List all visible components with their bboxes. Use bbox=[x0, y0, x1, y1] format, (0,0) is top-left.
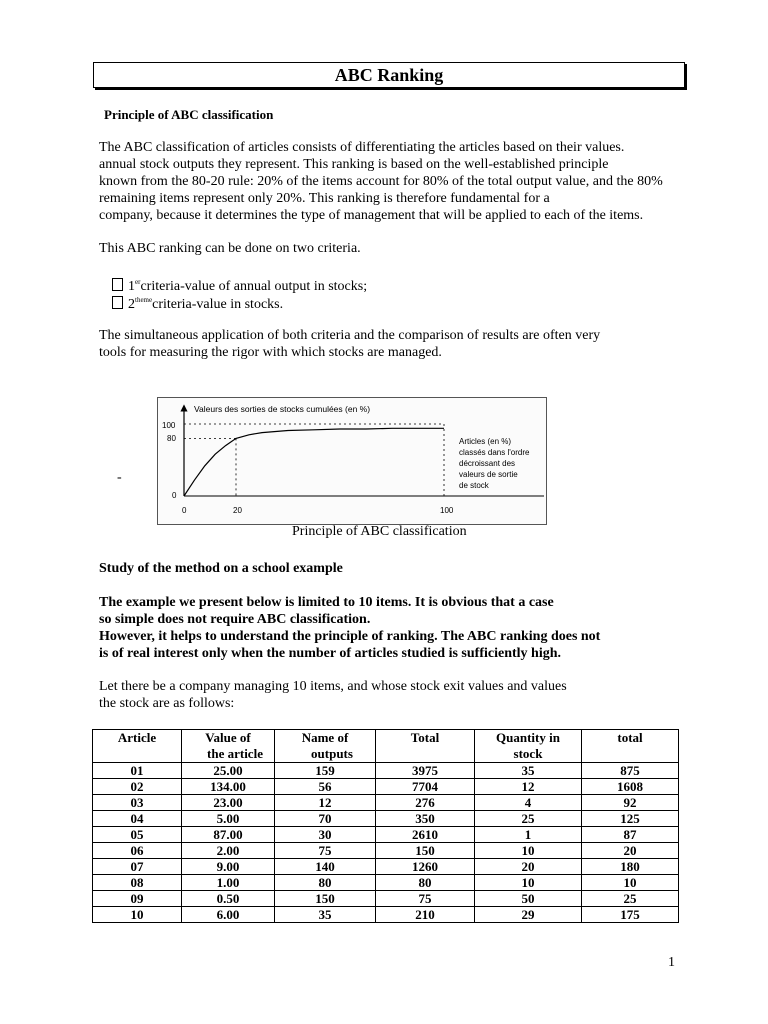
table-cell: 9.00 bbox=[182, 859, 275, 875]
paragraph-line: known from the 80-20 rule: 20% of the items account for 80% of the total output value, and the 80% bbox=[99, 174, 663, 189]
table-cell: 3975 bbox=[376, 763, 475, 779]
intro-paragraph bbox=[99, 139, 663, 224]
paragraph-line: annual stock outputs they represent. This ranking is based on the well-established principle bbox=[99, 157, 609, 172]
table-cell: 2610 bbox=[376, 827, 475, 843]
column-header: total bbox=[582, 730, 679, 763]
figure-caption: Principle of ABC classification bbox=[292, 524, 467, 539]
side-mark: - bbox=[117, 470, 122, 485]
table-cell: 56 bbox=[275, 779, 376, 795]
table-cell: 35 bbox=[275, 907, 376, 923]
paragraph-line: The example we present below is limited to 10 items. It is obvious that a case bbox=[99, 595, 554, 610]
table-cell: 02 bbox=[93, 779, 182, 795]
table-row bbox=[93, 843, 679, 859]
table-cell: 10 bbox=[93, 907, 182, 923]
table-cell: 2.00 bbox=[182, 843, 275, 859]
paragraph-line: The ABC classification of articles consists of differentiating the articles based on their values. bbox=[99, 140, 625, 155]
cumulative-curve bbox=[184, 428, 444, 496]
y-axis-label: Valeurs des sorties de stocks cumulées (en %) bbox=[194, 404, 371, 414]
table-cell: 150 bbox=[376, 843, 475, 859]
section-subheading: Principle of ABC classification bbox=[104, 107, 274, 122]
table-intro bbox=[99, 678, 567, 712]
table-cell: 09 bbox=[93, 891, 182, 907]
table-cell: 1608 bbox=[582, 779, 679, 795]
table-cell: 10 bbox=[582, 875, 679, 891]
table-cell: 276 bbox=[376, 795, 475, 811]
table-row bbox=[93, 779, 679, 795]
column-header: Total bbox=[376, 730, 475, 763]
abc-chart-svg bbox=[158, 398, 546, 524]
bullet-item: 1ercriteria-value of annual output in stocks; bbox=[112, 274, 367, 295]
table-cell: 12 bbox=[475, 779, 582, 795]
table-cell: 350 bbox=[376, 811, 475, 827]
table-cell: 10 bbox=[475, 875, 582, 891]
column-header: Article bbox=[93, 730, 182, 763]
table-cell: 180 bbox=[582, 859, 679, 875]
table-cell: 150 bbox=[275, 891, 376, 907]
x-axis-label-line: décroissant des bbox=[459, 459, 516, 468]
table-row bbox=[93, 763, 679, 779]
table-cell: 30 bbox=[275, 827, 376, 843]
stock-table bbox=[92, 729, 679, 923]
table-cell: 87 bbox=[582, 827, 679, 843]
table-cell: 159 bbox=[275, 763, 376, 779]
bullet-item: $2^{theme}criteria$-value in stocks. bbox=[112, 292, 283, 313]
table-cell: 140 bbox=[275, 859, 376, 875]
table-cell: 50 bbox=[475, 891, 582, 907]
table-row bbox=[93, 827, 679, 843]
table-cell: 80 bbox=[376, 875, 475, 891]
table-cell: 4 bbox=[475, 795, 582, 811]
column-header: Quantity in stock bbox=[475, 730, 582, 763]
paragraph-line: company, because it determines the type of management that will be applied to each of the items. bbox=[99, 208, 644, 223]
table-cell: 5.00 bbox=[182, 811, 275, 827]
paragraph-line: remaining items represent only 20%. This ranking is therefore fundamental for a bbox=[99, 191, 550, 206]
table-cell: 1.00 bbox=[182, 875, 275, 891]
table-row bbox=[93, 875, 679, 891]
table-cell: 1 bbox=[475, 827, 582, 843]
table-cell: 29 bbox=[475, 907, 582, 923]
table-cell: 23.00 bbox=[182, 795, 275, 811]
table-row bbox=[93, 811, 679, 827]
table-cell: 134.00 bbox=[182, 779, 275, 795]
table-cell: 1260 bbox=[376, 859, 475, 875]
x-axis-label-line: valeurs de sortie bbox=[459, 470, 518, 479]
checkbox-glyph-icon bbox=[112, 296, 123, 309]
table-cell: 05 bbox=[93, 827, 182, 843]
y-tick-label: 100 bbox=[162, 421, 176, 430]
paragraph-line: However, it helps to understand the principle of ranking. The ABC ranking does not bbox=[99, 629, 601, 644]
paragraph-line: The simultaneous application of both criteria and the comparison of results are often very bbox=[99, 328, 601, 343]
table-row bbox=[93, 795, 679, 811]
criteria-intro: This ABC ranking can be done on two criteria. bbox=[99, 241, 361, 256]
paragraph-line: the stock are as follows: bbox=[99, 696, 235, 711]
example-paragraph bbox=[99, 594, 600, 662]
paragraph-line: so simple does not require ABC classification. bbox=[99, 612, 371, 627]
table-cell: 25 bbox=[582, 891, 679, 907]
column-header: Value of the article bbox=[182, 730, 275, 763]
table-cell: 175 bbox=[582, 907, 679, 923]
table-cell: 75 bbox=[376, 891, 475, 907]
table-cell: 25.00 bbox=[182, 763, 275, 779]
table-row bbox=[93, 907, 679, 923]
paragraph-line: Let there be a company managing 10 items, and whose stock exit values and values bbox=[99, 679, 567, 694]
x-tick-label: 100 bbox=[440, 506, 454, 515]
table-cell: 87.00 bbox=[182, 827, 275, 843]
x-tick-label: 20 bbox=[233, 506, 242, 515]
abc-chart bbox=[157, 397, 547, 525]
table-cell: 35 bbox=[475, 763, 582, 779]
table-cell: 20 bbox=[475, 859, 582, 875]
x-tick-label: 0 bbox=[182, 506, 187, 515]
page-title: ABC Ranking bbox=[93, 62, 685, 88]
table-cell: 875 bbox=[582, 763, 679, 779]
table-cell: 20 bbox=[582, 843, 679, 859]
y-tick-label: 0 bbox=[172, 491, 177, 500]
table-cell: 0.50 bbox=[182, 891, 275, 907]
table-cell: 92 bbox=[582, 795, 679, 811]
table-cell: 01 bbox=[93, 763, 182, 779]
table-cell: 7704 bbox=[376, 779, 475, 795]
paragraph-line: is of real interest only when the number of articles studied is sufficiently high. bbox=[99, 646, 561, 661]
checkbox-glyph-icon bbox=[112, 278, 123, 291]
table-cell: 10 bbox=[475, 843, 582, 859]
study-heading: Study of the method on a school example bbox=[99, 561, 343, 576]
table-cell: 25 bbox=[475, 811, 582, 827]
y-tick-label: 80 bbox=[167, 434, 176, 443]
page-number: 1 bbox=[668, 955, 675, 970]
x-axis-label-line: de stock bbox=[459, 481, 489, 490]
table-row bbox=[93, 859, 679, 875]
table-header-row bbox=[93, 730, 679, 763]
table-cell: 125 bbox=[582, 811, 679, 827]
table-cell: 06 bbox=[93, 843, 182, 859]
table-cell: 07 bbox=[93, 859, 182, 875]
rigor-paragraph bbox=[99, 327, 600, 361]
table-cell: 70 bbox=[275, 811, 376, 827]
table-cell: 75 bbox=[275, 843, 376, 859]
table-cell: 04 bbox=[93, 811, 182, 827]
table-cell: 08 bbox=[93, 875, 182, 891]
table-cell: 80 bbox=[275, 875, 376, 891]
table-cell: 210 bbox=[376, 907, 475, 923]
table-cell: 12 bbox=[275, 795, 376, 811]
paragraph-line: tools for measuring the rigor with which stocks are managed. bbox=[99, 345, 442, 360]
x-axis-label-line: Articles (en %) bbox=[459, 437, 512, 446]
table-row bbox=[93, 891, 679, 907]
x-axis-label-line: classés dans l'ordre bbox=[459, 448, 530, 457]
table-cell: 03 bbox=[93, 795, 182, 811]
column-header: Name of outputs bbox=[275, 730, 376, 763]
table-cell: 6.00 bbox=[182, 907, 275, 923]
